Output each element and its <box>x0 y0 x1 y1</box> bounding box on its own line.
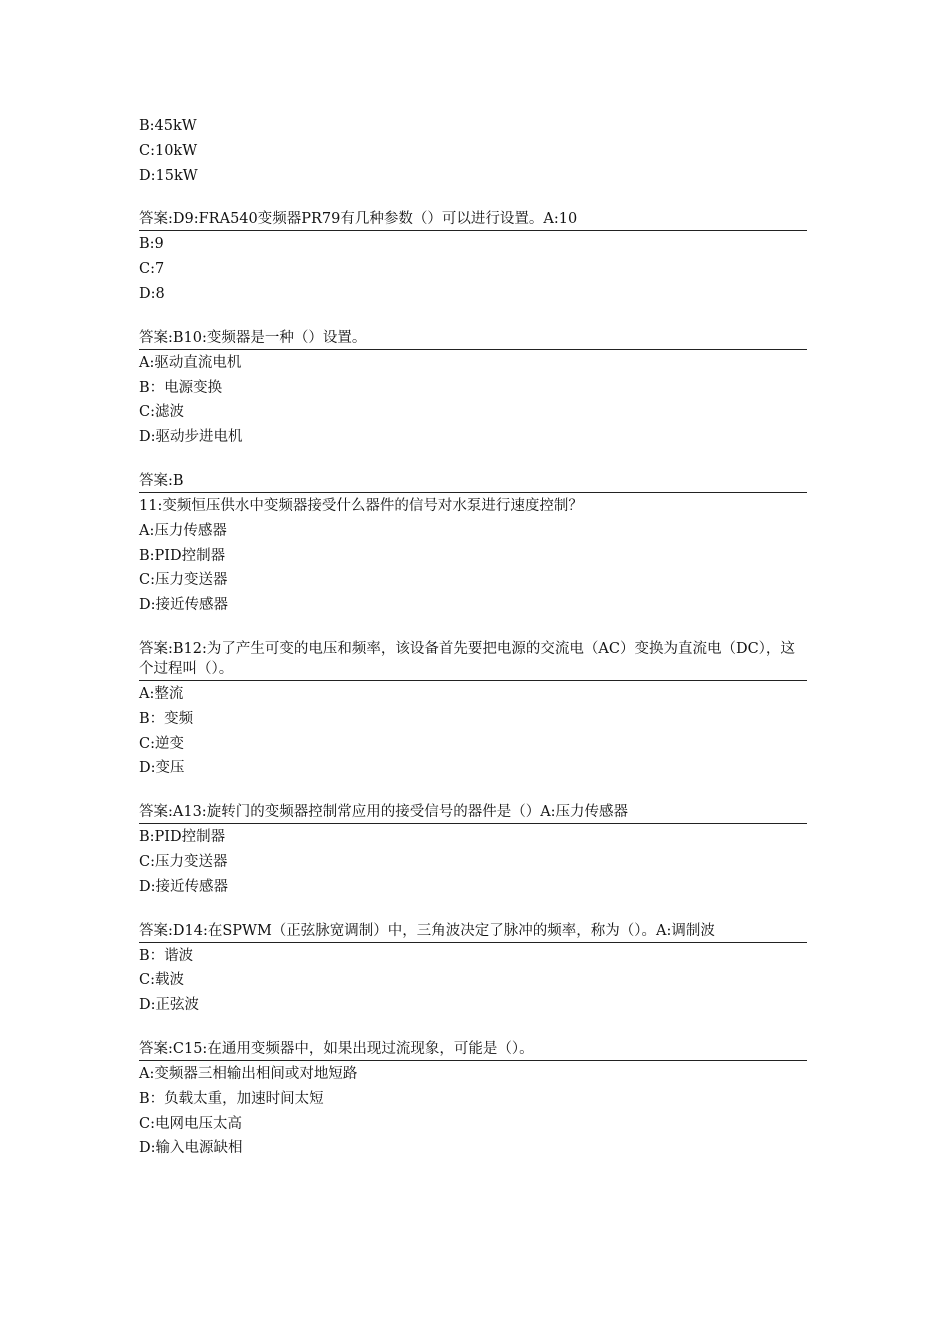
option-line: C:载波 <box>139 972 184 989</box>
option-line: C:逆变 <box>139 735 184 752</box>
option-line: C:压力变送器 <box>139 853 228 870</box>
option-line: D:接近传感器 <box>139 597 229 614</box>
answer-line: 答案:B12:为了产生可变的电压和频率，该设备首先要把电源的交流电（AC）变换为直流电（DC），这个过程叫（）。 <box>139 639 807 681</box>
answer-line: 答案:B <box>139 471 807 493</box>
answer-line: 答案:D14:在SPWM（正弦脉宽调制）中，三角波决定了脉冲的频率，称为（）。A:调制波 <box>139 921 807 943</box>
question-spacer <box>139 450 807 471</box>
option-line: B：变频 <box>139 710 194 727</box>
option-line: D:驱动步进电机 <box>139 429 243 446</box>
option-line: C:压力变送器 <box>139 572 228 589</box>
option-line: A:压力传感器 <box>139 522 227 539</box>
option-line: B:9 <box>139 236 164 253</box>
question-spacer <box>139 900 807 921</box>
option-line: D:8 <box>139 285 165 302</box>
question-spacer <box>139 188 807 209</box>
option-line: D:接近传感器 <box>139 878 229 895</box>
option-line: B：负载太重，加速时间太短 <box>139 1090 324 1107</box>
option-line: D:15kW <box>139 167 198 184</box>
option-line: B：电源变换 <box>139 379 223 396</box>
option-line: A:驱动直流电机 <box>139 354 242 371</box>
option-line: 11:变频恒压供水中变频器接受什么器件的信号对水泵进行速度控制？ <box>139 497 583 514</box>
document-page <box>139 114 807 1161</box>
answer-line: 答案:C15:在通用变频器中，如果出现过流现象，可能是（）。 <box>139 1039 807 1061</box>
option-line: B:45kW <box>139 118 197 134</box>
option-line: C:10kW <box>139 142 198 159</box>
option-line: C:7 <box>139 261 165 278</box>
answer-line: 答案:A13:旋转门的变频器控制常应用的接受信号的器件是（）A:压力传感器 <box>139 802 807 824</box>
option-line: B:PID控制器 <box>139 547 226 564</box>
option-line: A:整流 <box>139 685 184 702</box>
option-line: B：谐波 <box>139 947 194 964</box>
answer-line: 答案:B10:变频器是一种（）设置。 <box>139 328 807 350</box>
answer-line: 答案:D9:FRA540变频器PR79有几种参数（）可以进行设置。A:10 <box>139 209 807 231</box>
option-line: A:变频器三相输出相间或对地短路 <box>139 1065 358 1082</box>
question-spacer <box>139 307 807 328</box>
option-line: D:正弦波 <box>139 997 200 1014</box>
question-spacer <box>139 618 807 639</box>
option-line: D:变压 <box>139 760 185 777</box>
question-spacer <box>139 781 807 802</box>
option-line: C:滤波 <box>139 404 184 421</box>
option-line: B:PID控制器 <box>139 829 226 846</box>
option-line: D:输入电源缺相 <box>139 1140 243 1157</box>
option-line: C:电网电压太高 <box>139 1115 242 1132</box>
question-spacer <box>139 1018 807 1039</box>
